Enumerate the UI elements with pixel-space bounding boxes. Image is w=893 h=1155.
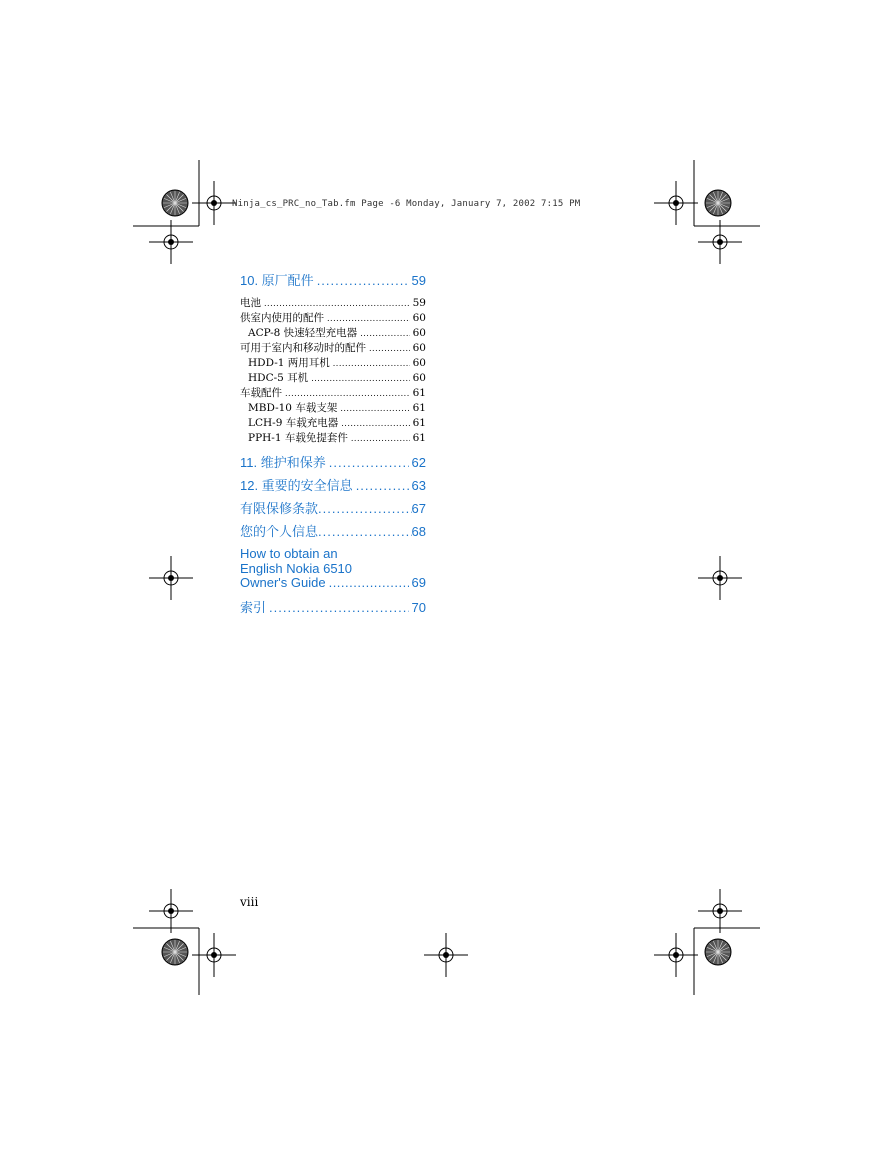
toc-label: 10. 原厂配件 [240,273,314,288]
toc-label: 电池 [240,297,261,309]
toc-label-line-1: How to obtain an [240,546,338,561]
footer-page-number: viii [240,895,259,909]
toc-page-number: 67 [411,501,426,516]
dot-leader [318,501,412,517]
dot-leader [264,297,410,311]
toc-label: 车载配件 [240,387,282,399]
toc-entry-pph1[interactable] [240,431,426,446]
toc-entry-car-accessories[interactable] [240,386,426,401]
table-of-contents [240,273,426,616]
dot-leader [317,273,409,289]
dot-leader [318,524,412,540]
toc-label: LCH-9 车载充电器 [248,417,339,429]
toc-page-number: 69 [411,575,426,590]
toc-entry-english-guide[interactable] [240,547,426,591]
toc-entry-chapter-11[interactable] [240,455,426,471]
toc-page-number: 70 [411,599,426,615]
toc-label: 供室内使用的配件 [240,312,324,324]
toc-label: PPH-1 车载免提套件 [248,432,348,444]
toc-label: HDC-5 耳机 [248,372,309,384]
dot-leader [351,432,410,446]
toc-page-number: 61 [412,402,426,414]
toc-page-number: 59 [411,273,426,288]
dot-leader [341,417,409,431]
toc-entry-limited-warranty[interactable] [240,501,426,517]
toc-page-number: 61 [412,432,426,444]
toc-entry-acp8[interactable] [240,326,426,341]
toc-page-number: 61 [412,387,426,399]
toc-label: 12. 重要的安全信息 [240,478,353,493]
toc-entry-hdd1[interactable] [240,356,426,371]
toc-entry-chapter-10[interactable] [240,273,426,289]
toc-label-line-3: Owner's Guide [240,575,326,590]
toc-entry-hdc5[interactable] [240,371,426,386]
dot-leader [329,455,409,471]
toc-label: 索引 [240,599,267,615]
toc-entry-index[interactable] [240,600,426,616]
toc-entry-indoor-accessories[interactable] [240,311,426,326]
dot-leader [340,402,409,416]
dot-leader [311,372,409,386]
dot-leader [369,342,410,356]
toc-page-number: 60 [412,312,426,324]
toc-page-number: 59 [412,297,426,309]
dot-leader [269,600,409,616]
toc-entry-battery[interactable] [240,296,426,311]
toc-page-number: 60 [412,357,426,369]
toc-page-number: 60 [412,372,426,384]
toc-label: 有限保修条款 [240,501,319,516]
dot-leader [356,478,409,494]
toc-page-number: 60 [412,342,426,354]
dot-leader [327,312,410,326]
toc-entry-lch9[interactable] [240,416,426,431]
toc-page-number: 60 [412,327,426,339]
dot-leader [285,387,410,401]
toc-label: ACP-8 快速轻型充电器 [248,327,358,339]
toc-entry-mbd10[interactable] [240,401,426,416]
toc-entry-indoor-mobile-accessories[interactable] [240,341,426,356]
dot-leader [333,357,410,371]
toc-label: MBD-10 车载支架 [248,402,338,414]
toc-label-line-2: English Nokia 6510 [240,560,353,576]
toc-entry-chapter-12[interactable] [240,478,426,494]
toc-page-number: 63 [411,478,426,493]
toc-label: 可用于室内和移动时的配件 [240,342,366,354]
toc-page-number: 68 [411,524,426,539]
toc-page-number: 61 [412,417,426,429]
dot-leader [360,327,409,341]
toc-entry-personal-info[interactable] [240,524,426,540]
dot-leader [329,576,409,591]
toc-page-number: 62 [411,455,426,470]
toc-label: 11. 维护和保养 [240,455,326,470]
toc-label: HDD-1 两用耳机 [248,357,330,369]
document-header: Ninja_cs_PRC_no_Tab.fm Page -6 Monday, January 7, 2002 7:15 PM [232,199,581,209]
toc-label: 您的个人信息 [240,524,319,539]
